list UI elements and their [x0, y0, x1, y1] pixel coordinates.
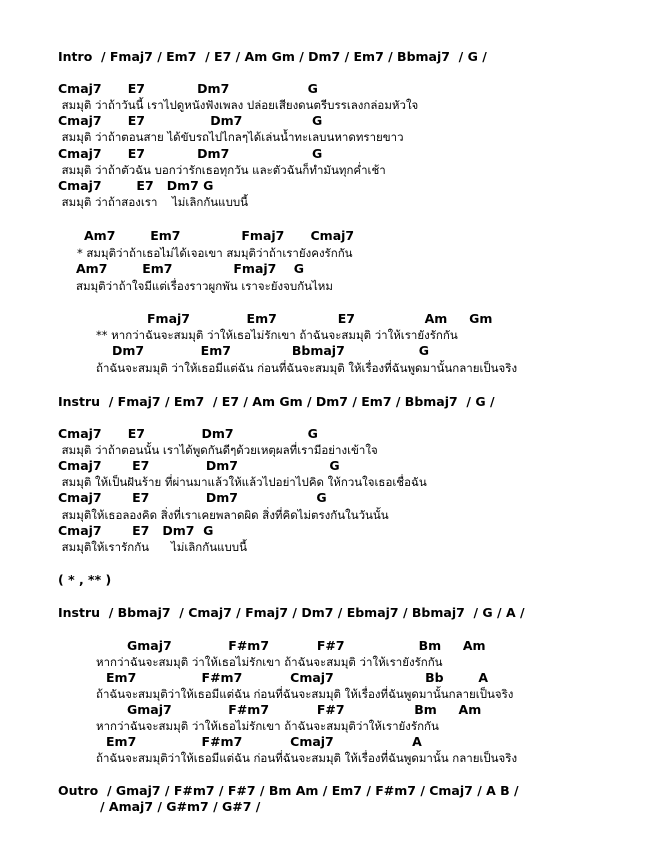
chorus2-chords-2: Dm7 Em7 Bbmaj7 G	[112, 343, 430, 358]
bridge-lyric-3: หากว่าฉันจะสมมุติ ว่าให้เธอไม่รักเขา ถ้าฉันจะสมมุติว่าให้เรายังรักกัน	[96, 719, 439, 733]
verse1-lyric-3: สมมุติ ว่าถ้าตัวฉัน บอกว่ารักเธอทุกวัน และตัวฉันก็ทำมันทุกค่ำเช้า	[58, 163, 386, 177]
verse1-lyric-1: สมมุติ ว่าถ้าวันนี้ เราไปดูหนังฟังเพลง ปล่อยเสียงดนตรีบรรเลงกล่อมหัวใจ	[58, 98, 419, 112]
bridge-chords-1: Gmaj7 F#m7 F#7 Bm Am	[127, 638, 486, 653]
bridge-lyric-4: ถ้าฉันจะสมมุติว่าให้เธอมีแต่ฉัน ก่อนที่ฉันจะสมมุติ ให้เรื่องที่ฉันพูดมานั้น กลายเป็นจริง	[96, 751, 518, 765]
bridge-chords-2: Em7 F#m7 Cmaj7 Bb A	[106, 670, 489, 685]
chorus1-chords-1: Am7 Em7 Fmaj7 Cmaj7	[84, 228, 355, 243]
chorus2-lyric-2: ถ้าฉันจะสมมุติ ว่าให้เธอมีแต่ฉัน ก่อนที่ฉันจะสมมุติ ให้เรื่องที่ฉันพูดมานั้นกลายเป็นจริง	[96, 361, 518, 375]
verse1-chords-1: Cmaj7 E7 Dm7 G	[58, 81, 318, 96]
outro-chord-line-1: Outro / Gmaj7 / F#m7 / F#7 / Bm Am / Em7 / F#m7 / Cmaj7 / A B /	[58, 783, 519, 798]
outro-chord-line-2: / Amaj7 / G#m7 / G#7 /	[100, 799, 261, 814]
chorus1-lyric-1: * สมมุติว่าถ้าเธอไม่ได้เจอเขา สมมุติว่าถ้าเรายังคงรักกัน	[77, 246, 353, 260]
verse2-chords-3: Cmaj7 E7 Dm7 G	[58, 490, 327, 505]
verse2-lyric-1: สมมุติ ว่าถ้าตอนนั้น เราได้พูดกันดีๆด้วยเหตุผลที่เรามีอย่างเข้าใจ	[58, 443, 378, 457]
chorus2-lyric-1: ** หากว่าฉันจะสมมุติ ว่าให้เธอไม่รักเขา ถ้าฉันจะสมมุติ ว่าให้เรายังรักกัน	[96, 328, 458, 342]
bridge-lyric-1: หากว่าฉันจะสมมุติ ว่าให้เธอไม่รักเขา ถ้าฉันจะสมมุติ ว่าให้เรายังรักกัน	[96, 655, 443, 669]
verse2-lyric-3: สมมุติให้เธอลองคิด สิ่งที่เราเคยพลาดผิด สิ่งที่คิดไม่ตรงกันในวันนั้น	[58, 508, 389, 522]
verse1-chords-3: Cmaj7 E7 Dm7 G	[58, 146, 323, 161]
verse2-chords-2: Cmaj7 E7 Dm7 G	[58, 458, 340, 473]
verse2-chords-4: Cmaj7 E7 Dm7 G	[58, 523, 214, 538]
chorus1-lyric-2: สมมุติว่าถ้าใจมีแต่เรื่องราวผูกพัน เราจะยังจบกันไหม	[76, 279, 333, 293]
chorus1-chords-2: Am7 Em7 Fmaj7 G	[76, 261, 305, 276]
verse1-chords-4: Cmaj7 E7 Dm7 G	[58, 178, 214, 193]
bridge-chords-4: Em7 F#m7 Cmaj7 A	[106, 734, 422, 749]
repeat-marker: ( * , ** )	[58, 572, 112, 587]
verse2-lyric-2: สมมุติ ให้เป็นฝันร้าย ที่ผ่านมาแล้วให้แล้วไปอย่าไปคิด ให้กวนใจเธอเชื่อฉัน	[58, 475, 427, 489]
intro-chord-line: Intro / Fmaj7 / Em7 / E7 / Am Gm / Dm7 / Em7 / Bbmaj7 / G /	[58, 49, 487, 64]
verse1-lyric-2: สมมุติ ว่าถ้าตอนสาย ได้ขับรถไปไกลๆได้เล่นน้ำทะเลบนหาดทรายขาว	[58, 130, 404, 144]
chorus2-chords-1: Fmaj7 Em7 E7 Am Gm	[147, 311, 493, 326]
verse1-lyric-4: สมมุติ ว่าถ้าสองเรา ไม่เลิกกันแบบนี้	[58, 195, 249, 209]
bridge-lyric-2: ถ้าฉันจะสมมุติว่าให้เธอมีแต่ฉัน ก่อนที่ฉันจะสมมุติ ให้เรื่องที่ฉันพูดมานั้นกลายเป็นจริง	[96, 687, 514, 701]
verse2-chords-1: Cmaj7 E7 Dm7 G	[58, 426, 318, 441]
instru2-chord-line: Instru / Bbmaj7 / Cmaj7 / Fmaj7 / Dm7 / Ebmaj7 / Bbmaj7 / G / A /	[58, 605, 525, 620]
verse1-chords-2: Cmaj7 E7 Dm7 G	[58, 113, 323, 128]
instru1-chord-line: Instru / Fmaj7 / Em7 / E7 / Am Gm / Dm7 / Em7 / Bbmaj7 / G /	[58, 394, 495, 409]
bridge-chords-3: Gmaj7 F#m7 F#7 Bm Am	[127, 702, 482, 717]
verse2-lyric-4: สมมุติให้เรารักกัน ไม่เลิกกันแบบนี้	[58, 540, 247, 554]
